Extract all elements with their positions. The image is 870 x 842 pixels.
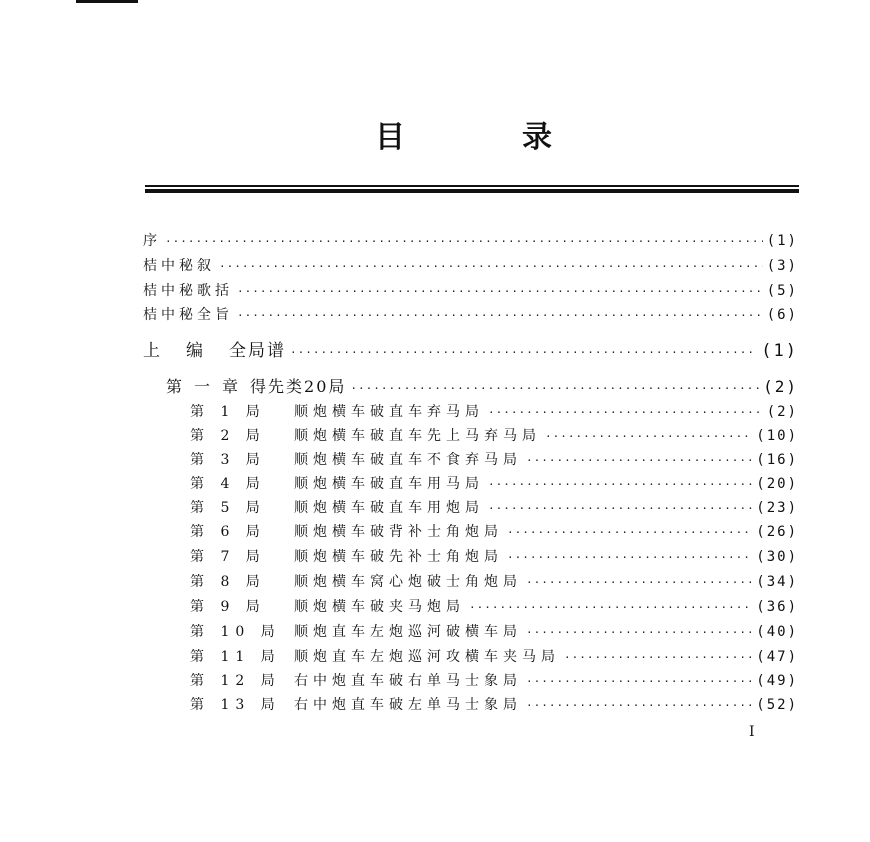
page-title-char-1: 目 — [375, 120, 405, 155]
toc-page: (40) — [756, 624, 798, 640]
toc-row-front-3 — [143, 279, 798, 303]
toc-page: (2) — [766, 404, 798, 420]
dot-leader — [237, 280, 763, 304]
toc-page: (20) — [756, 476, 798, 492]
entry-number: 第 1 局 — [190, 404, 266, 420]
toc-row-part — [143, 339, 798, 363]
page-title-char-2: 录 — [522, 120, 552, 155]
toc-page: (16) — [756, 452, 798, 468]
entry-title: 顺炮横车窝心炮破士角炮局 — [294, 574, 522, 590]
dot-leader — [488, 401, 763, 425]
dot-leader — [526, 694, 752, 718]
dot-leader — [526, 449, 752, 473]
dot-leader — [469, 596, 752, 620]
toc-label: 桔中秘歌括 — [143, 283, 233, 299]
toc-entry — [190, 496, 798, 520]
entry-title: 顺炮横车破直车用马局 — [294, 476, 484, 492]
toc-row-chapter — [166, 375, 798, 399]
chapter-label: 第一章 — [166, 377, 251, 396]
entry-number: 第 12 局 — [190, 673, 281, 689]
entry-title: 右中炮直车破右单马士象局 — [294, 673, 522, 689]
entry-number: 第 7 局 — [190, 549, 266, 565]
dot-leader — [219, 255, 763, 279]
toc-row-front-2 — [143, 254, 798, 278]
toc-entry — [190, 620, 798, 644]
dot-leader — [526, 571, 752, 595]
toc-entry — [190, 669, 798, 693]
entry-title: 顺炮直车左炮巡河攻横车夹马局 — [294, 649, 560, 665]
toc-entry — [190, 400, 798, 424]
chapter-title: 得先类20局 — [250, 377, 347, 396]
entry-title: 顺炮横车破背补士角炮局 — [294, 524, 503, 540]
toc-page: (10) — [756, 428, 798, 444]
toc-page: (23) — [756, 500, 798, 516]
toc-entry — [190, 545, 798, 569]
toc-label: 桔中秘叙 — [143, 258, 215, 274]
entry-number: 第 10 局 — [190, 624, 281, 640]
part-title: 全局谱 — [229, 341, 286, 361]
toc-page: (36) — [756, 599, 798, 615]
dot-leader — [290, 341, 757, 365]
dot-leader — [526, 621, 752, 645]
entry-number: 第 3 局 — [190, 452, 266, 468]
toc-page: (6) — [766, 307, 798, 323]
toc-page: (52) — [756, 697, 798, 713]
entry-title: 顺炮横车破直车先上马弃马局 — [294, 428, 541, 444]
toc-page: (1) — [766, 233, 798, 249]
entry-number: 第 5 局 — [190, 500, 266, 516]
toc-entry — [190, 595, 798, 619]
dot-leader — [165, 230, 763, 254]
page-folio: I — [749, 724, 755, 740]
dot-leader — [545, 425, 752, 449]
dot-leader — [564, 646, 752, 670]
toc-entry — [190, 570, 798, 594]
entry-title: 右中炮直车破左单马士象局 — [294, 697, 522, 713]
toc-entry — [190, 448, 798, 472]
toc-row-front-4 — [143, 303, 798, 327]
entry-number: 第 9 局 — [190, 599, 266, 615]
entry-number: 第 8 局 — [190, 574, 266, 590]
dot-leader — [507, 521, 752, 545]
toc-label: 桔中秘全旨 — [143, 307, 233, 323]
toc-page: (3) — [766, 258, 798, 274]
part-label: 上编 — [143, 341, 229, 361]
entry-title: 顺炮横车破直车弃马局 — [294, 404, 484, 420]
entry-number: 第 2 局 — [190, 428, 266, 444]
entry-title: 顺炮直车左炮巡河破横车局 — [294, 624, 522, 640]
entry-number: 第 13 局 — [190, 697, 281, 713]
toc-page: (47) — [756, 649, 798, 665]
toc-entry — [190, 472, 798, 496]
dot-leader — [350, 377, 759, 401]
entry-number: 第 11 局 — [190, 649, 281, 665]
toc-row-front-1 — [143, 229, 798, 253]
entry-number: 第 6 局 — [190, 524, 266, 540]
toc-page: (30) — [756, 549, 798, 565]
toc-entry — [190, 693, 798, 717]
dot-leader — [507, 546, 752, 570]
toc-label: 序 — [143, 233, 161, 249]
dot-leader — [237, 304, 763, 328]
toc-entry — [190, 645, 798, 669]
entry-title: 顺炮横车破直车不食弃马局 — [294, 452, 522, 468]
toc-page: (2) — [763, 377, 798, 396]
toc-page: (1) — [761, 341, 798, 361]
entry-title: 顺炮横车破先补士角炮局 — [294, 549, 503, 565]
dot-leader — [488, 473, 752, 497]
dot-leader — [526, 670, 752, 694]
dot-leader — [488, 497, 752, 521]
entry-title: 顺炮横车破直车用炮局 — [294, 500, 484, 516]
toc-page: (34) — [756, 574, 798, 590]
entry-number: 第 4 局 — [190, 476, 266, 492]
toc-page: (26) — [756, 524, 798, 540]
toc-page: (49) — [756, 673, 798, 689]
toc-page: (5) — [766, 283, 798, 299]
toc-entry — [190, 520, 798, 544]
toc-entry — [190, 424, 798, 448]
entry-title: 顺炮横车破夹马炮局 — [294, 599, 465, 615]
